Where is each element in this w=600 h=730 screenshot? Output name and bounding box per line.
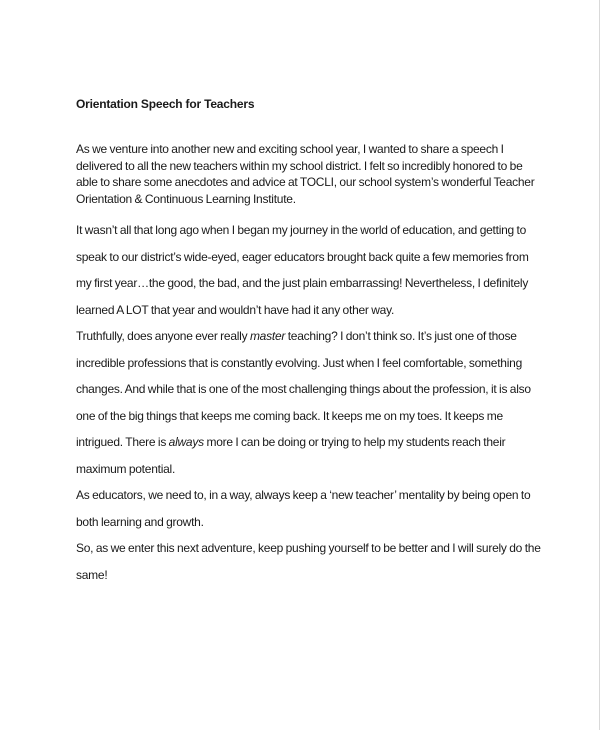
document-title: Orientation Speech for Teachers: [76, 97, 255, 111]
emphasis-master: master: [249, 329, 286, 343]
paragraph-mastery-text-c: more I can be doing or trying to help my students reach their maximum potential.: [76, 435, 506, 476]
paragraph-closing: So, as we enter this next adventure, keep pushing yourself to be better and I will surely do the same!: [76, 541, 541, 582]
paragraph-mastery-text-a: Truthfully, does anyone ever really: [76, 329, 250, 343]
intro-paragraph: As we venture into another new and exciting school year, I wanted to share a speech I delivered to all the new teachers within my school district. I felt so incredibly honored to be able to share some anecdotes and advice at TOCLI, our school system’s wonderful Teacher Orientation & Continuous Learning Institute.: [76, 142, 535, 206]
paragraph-mastery-text-b: teaching? I don’t think so. It’s just one of those incredible professions that is constantly evolving. Just when I feel comfortable, something changes. And while that is one of the most challenging things about the profession, it is also one of the big things that keeps me coming back. It keeps me on my toes. It keeps me intrigued. There is: [76, 329, 531, 449]
paragraph-journey: It wasn’t all that long ago when I began my journey in the world of education, and getting to speak to our district’s wide-eyed, eager educators brought back quite a few memories from my first year…the good, the bad, and the just plain embarrassing! Nevertheless, I definitely learned A LOT that year and wouldn’t have had it any other way.: [76, 223, 529, 317]
paragraph-mastery: [76, 323, 546, 482]
paragraph-educators: As educators, we need to, in a way, always keep a ‘new teacher’ mentality by being open to both learning and growth.: [76, 488, 531, 529]
emphasis-always: always: [168, 435, 204, 449]
document-body: [76, 96, 546, 588]
